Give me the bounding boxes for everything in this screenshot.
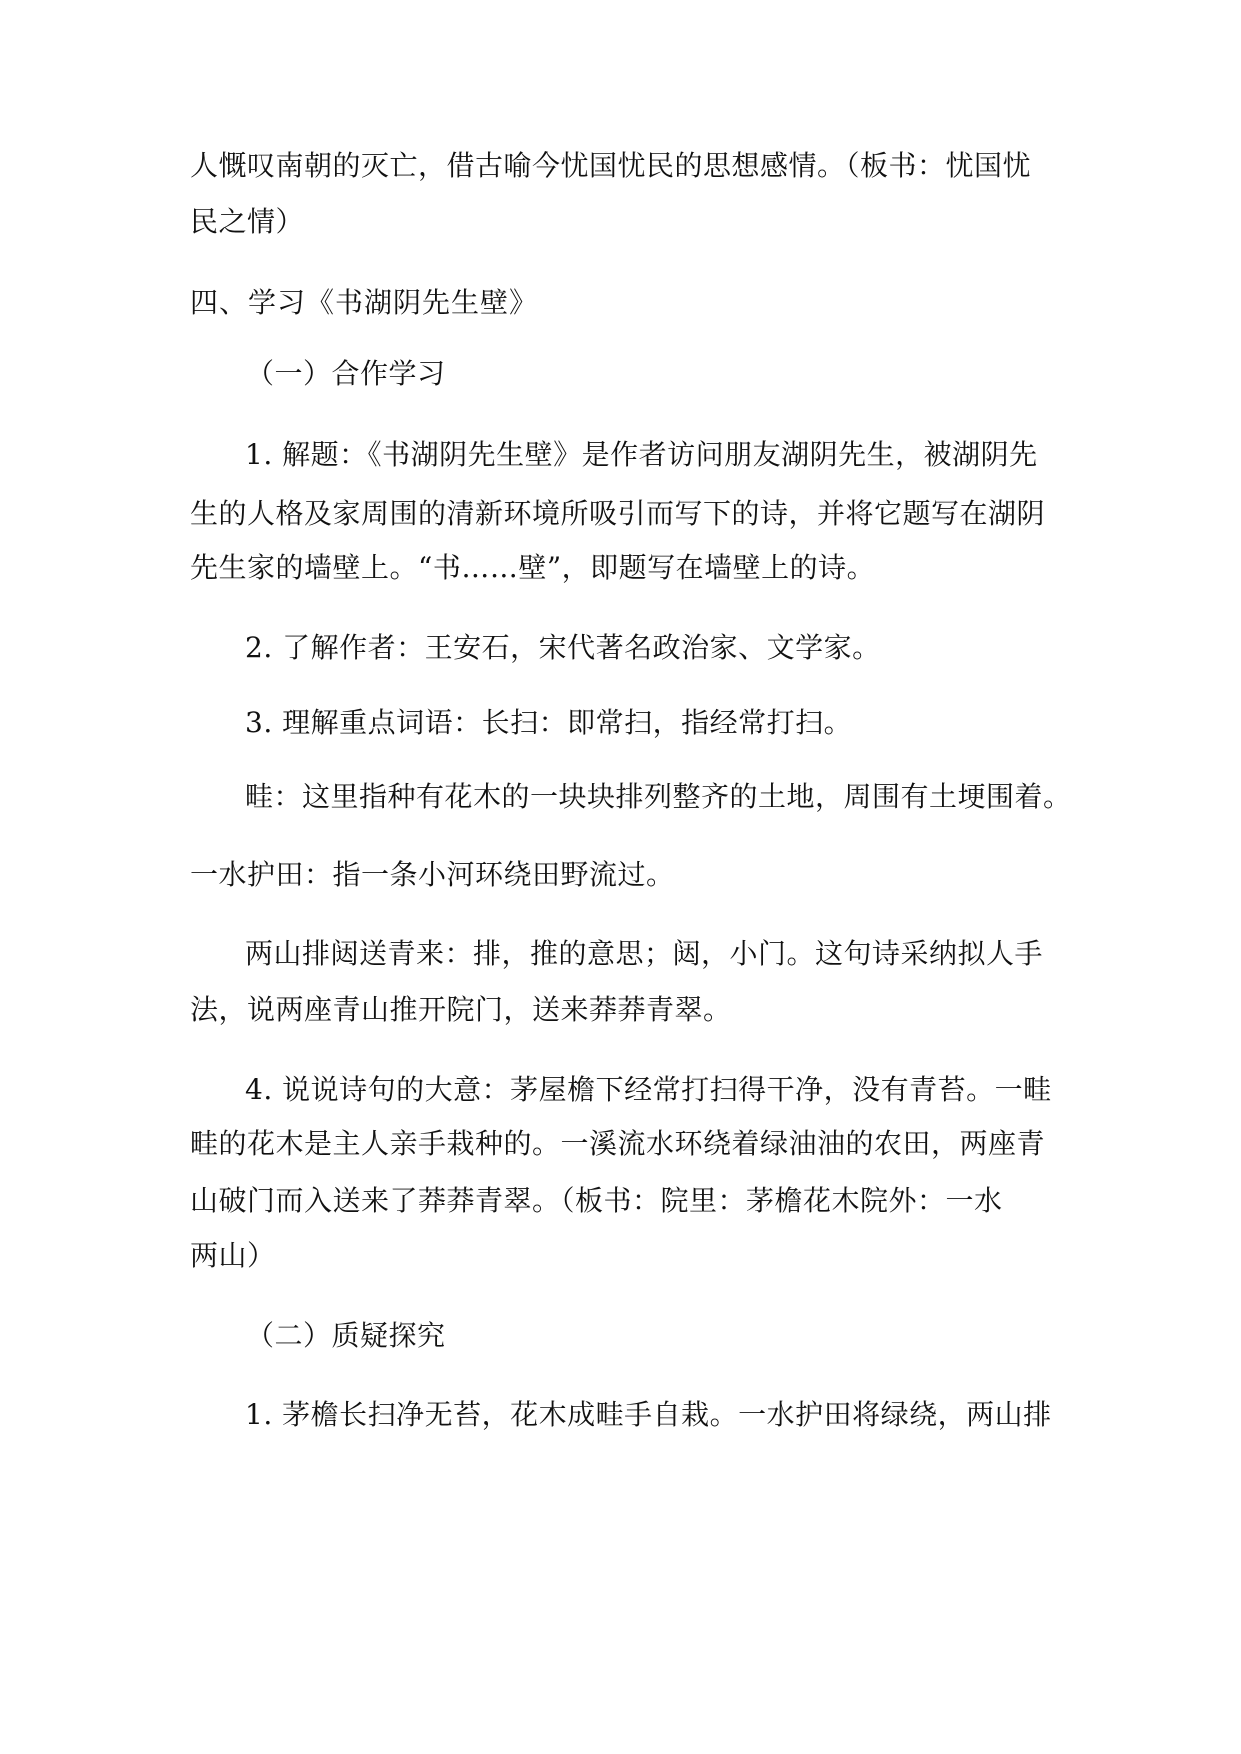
paragraph-line: 1. 茅檐长扫净无苔，花木成畦手自栽。一水护田将绿绕，两山排 (245, 1398, 1052, 1431)
subsection-heading: （二）质疑探究 (246, 1319, 446, 1352)
paragraph-line: 生的人格及家周围的清新环境所吸引而写下的诗，并将它题写在湖阴 (190, 497, 1046, 530)
paragraph-line: 畦的花木是主人亲手栽种的。一溪流水环绕着绿油油的农田，两座青 (190, 1127, 1046, 1160)
paragraph-line: 2. 了解作者：王安石，宋代著名政治家、文学家。 (245, 631, 881, 664)
paragraph-line: 畦：这里指种有花木的一块块排列整齐的土地，周围有土埂围着。 (245, 780, 1072, 813)
paragraph-line: 两山排闼送青来：排，推的意思；闼，小门。这句诗采纳拟人手 (245, 937, 1044, 970)
paragraph-line: 山破门而入送来了莽莽青翠。（板书：院里：茅檐花木院外：一水 (190, 1184, 1003, 1217)
paragraph-line: 人慨叹南朝的灭亡，借古喻今忧国忧民的思想感情。（板书：忧国忧 (190, 149, 1032, 182)
paragraph-line: 法，说两座青山推开院门，送来莽莽青翠。 (190, 993, 732, 1026)
paragraph-line: 1. 解题：《书湖阴先生壁》是作者访问朋友湖阴先生，被湖阴先 (245, 438, 1038, 471)
paragraph-line: 一水护田：指一条小河环绕田野流过。 (190, 858, 675, 891)
section-heading: 四、学习《书湖阴先生壁》 (190, 286, 539, 319)
paragraph-line: 3. 理解重点词语：长扫：即常扫，指经常打扫。 (245, 706, 853, 739)
paragraph-line: 民之情） (190, 205, 305, 238)
paragraph-line: 先生家的墙壁上。“书……壁”，即题写在墙壁上的诗。 (190, 551, 876, 584)
paragraph-line: 两山） (190, 1239, 276, 1272)
paragraph-line: 4. 说说诗句的大意：茅屋檐下经常打扫得干净，没有青苔。一畦 (245, 1073, 1052, 1106)
subsection-heading: （一）合作学习 (246, 357, 446, 390)
